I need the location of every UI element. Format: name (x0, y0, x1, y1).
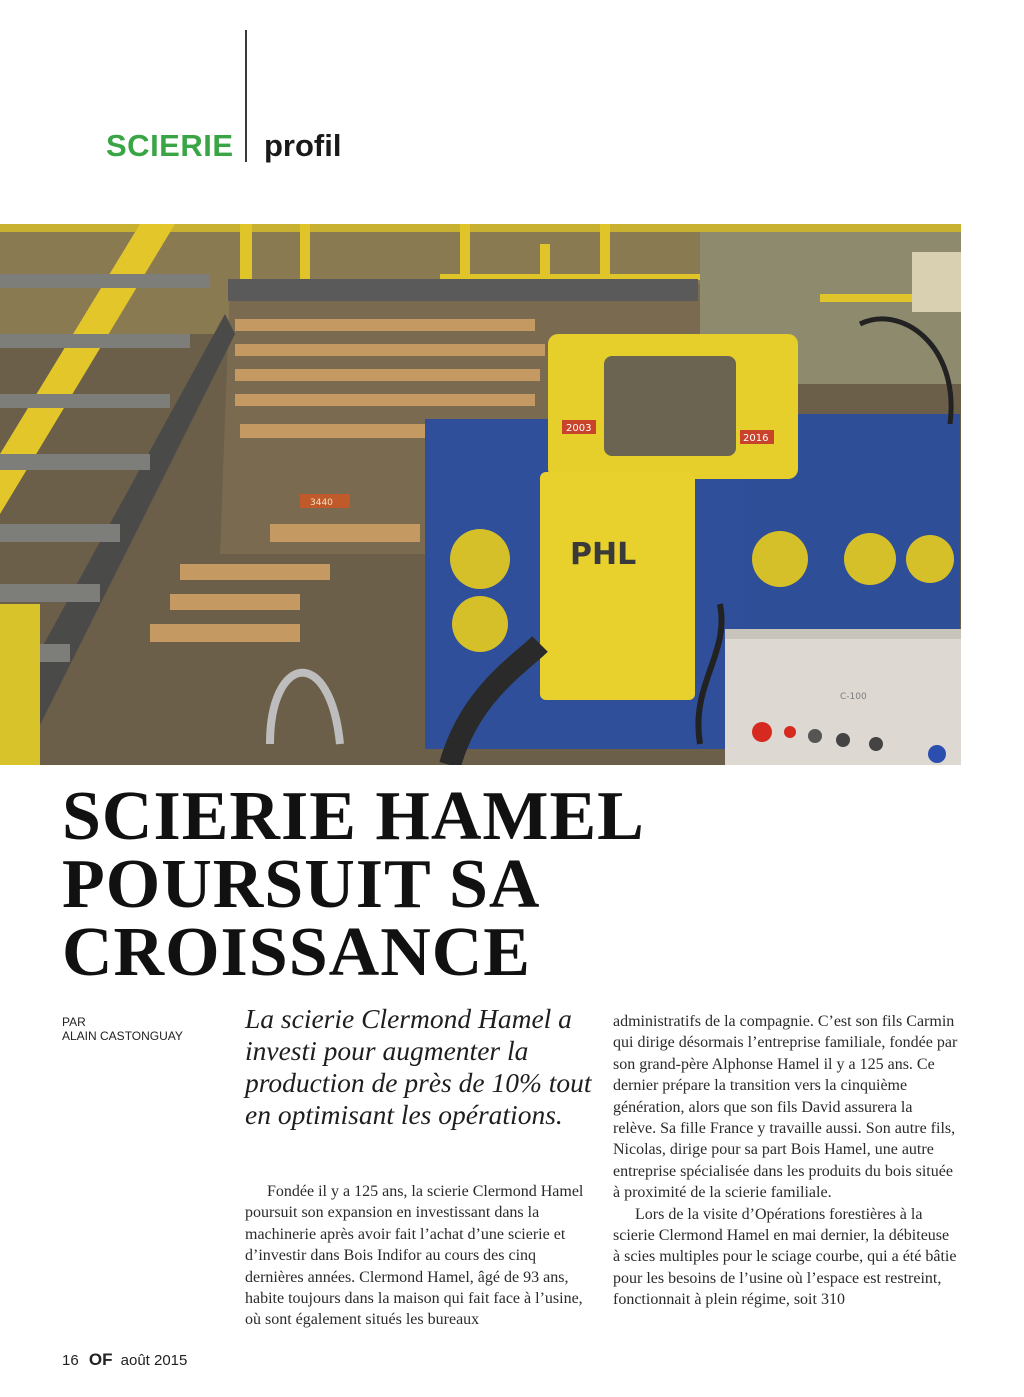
section-label: SCIERIE (106, 128, 234, 163)
plate-left: 2003 (566, 423, 592, 434)
plate-right: 2016 (743, 433, 769, 444)
machine-brand: PHL (570, 537, 637, 572)
byline-author: ALAIN CASTONGUAY (62, 1029, 183, 1043)
page-footer (62, 1350, 187, 1370)
byline-prefix: PAR (62, 1015, 86, 1029)
subsection-label: profil (264, 128, 342, 163)
sawmill-machinery-illustration (0, 224, 961, 765)
headline-line-3: CROISSANCE (62, 914, 531, 991)
article-column-1 (245, 1181, 591, 1331)
wood-tag: 3440 (310, 498, 333, 508)
byline (62, 1015, 183, 1043)
headline-line-1: SCIERIE HAMEL (62, 778, 645, 855)
headline-line-2: POURSUIT SA (62, 846, 541, 923)
article-lede: La scierie Clermond Hamel a investi pour augmenter la production de près de 10% tout en optimisant les opérations. (245, 1003, 592, 1130)
body-paragraph: Lors de la visite d’Opérations forestières à la scierie Clermond Hamel en mai dernier, la débiteuse à scies multiples pour le sciage courbe, qui a été bâtie pour les besoins de l’usine où l’espace est restreint, fonctionnait à plein régime, soit 310 (613, 1205, 957, 1309)
issue-date: août 2015 (120, 1352, 188, 1369)
panel-label: C-100 (840, 692, 867, 702)
body-paragraph: administratifs de la compagnie. C’est son fils Carmin qui dirige désormais l’entreprise familiale, fondée par son grand-père Alphonse Hamel il y a 125 ans. Ce dernier prépare la transition vers la cinquième génération, alors que son fils David assurera la relève. Sa fille France y travaille aussi. Son autre fils, Nicolas, dirige pour sa part Bois Hamel, une autre entreprise spécialisée dans les produits du bois située à proximité de la scierie familiale. (613, 1013, 958, 1202)
body-paragraph: Fondée il y a 125 ans, la scierie Clermond Hamel poursuit son expansion en investissant dans la machinerie après avoir fait l’achat d’une scierie et d’investir dans Bois Indifor au cours des cinq dernières années. Clermond Hamel, âgé de 93 ans, habite toujours dans la maison qui fait face à l’usine, où sont également situés les bureaux (245, 1183, 584, 1329)
sawmill-photo (0, 224, 961, 765)
article-column-2 (613, 1011, 959, 1311)
page-number: 16 (62, 1352, 79, 1369)
header-divider (245, 30, 247, 162)
article-headline (62, 778, 962, 991)
magazine-logo: OF (88, 1350, 113, 1369)
